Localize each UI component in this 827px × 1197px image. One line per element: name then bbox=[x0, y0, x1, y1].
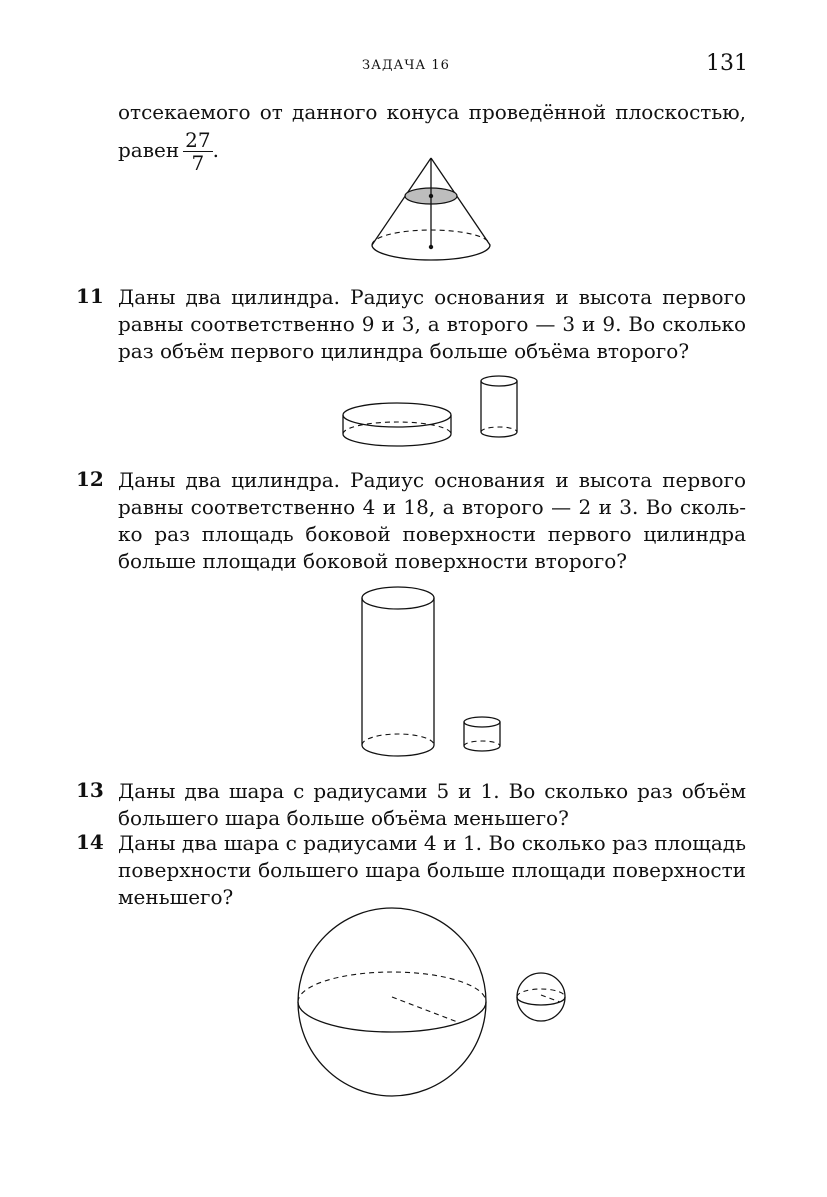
tall-cylinder-top bbox=[362, 587, 434, 609]
running-header-title: ЗАДАЧА 16 bbox=[362, 58, 450, 73]
small-sphere-equator-front bbox=[517, 997, 565, 1005]
intro-text bbox=[118, 99, 746, 126]
fraction-denominator: 7 bbox=[191, 151, 205, 175]
intro-line-2-suffix: . bbox=[212, 138, 219, 162]
large-sphere-outline bbox=[298, 908, 486, 1096]
problem-11-text bbox=[118, 284, 746, 365]
problem-13-line-2: большего шара больше объёма меньшего? bbox=[118, 806, 569, 830]
problem-12-line-2: равны соответственно 4 и 18, а второго — 2 и 3. Во сколь- bbox=[118, 495, 746, 519]
page-number: 131 bbox=[706, 51, 748, 76]
narrow-cylinder-bottom-back bbox=[481, 427, 517, 432]
problem-11-line-3: раз объём первого цилиндра больше объёма второго? bbox=[118, 339, 690, 363]
small-sphere-equator-back bbox=[517, 989, 565, 997]
problem-number-11: 11 bbox=[76, 284, 104, 308]
cylinders-figure-12 bbox=[358, 583, 508, 763]
fraction bbox=[183, 129, 212, 174]
intro-line-2 bbox=[118, 129, 219, 174]
tall-cylinder-bottom-front bbox=[362, 745, 434, 756]
cone-base-center bbox=[429, 245, 433, 249]
problem-13-text bbox=[118, 778, 746, 832]
wide-cylinder-top bbox=[343, 403, 451, 427]
problem-14-line-3: меньшего? bbox=[118, 885, 234, 909]
fraction-numerator: 27 bbox=[185, 128, 211, 152]
problem-14-line-1: Даны два шара с радиусами 4 и 1. Во сколько раз площадь bbox=[118, 831, 746, 855]
narrow-cylinder-bottom-front bbox=[481, 432, 517, 437]
intro-line-2-prefix: равен bbox=[118, 138, 180, 162]
problem-12-line-3: ко раз площадь боковой поверхности первого цилиндра bbox=[118, 522, 746, 546]
spheres-figure bbox=[294, 905, 574, 1105]
problem-13-line-1: Даны два шара с радиусами 5 и 1. Во сколько раз объём bbox=[118, 779, 746, 803]
small-sphere-radius bbox=[541, 995, 560, 1002]
problem-14-line-2: поверхности большего шара больше площади поверхности bbox=[118, 858, 746, 882]
intro-line-1: отсекаемого от данного конуса проведённой плоскостью, bbox=[118, 100, 746, 124]
problem-number-14: 14 bbox=[76, 830, 104, 854]
problem-12-line-1: Даны два цилиндра. Радиус основания и высота первого bbox=[118, 468, 746, 492]
problem-number-13: 13 bbox=[76, 778, 104, 802]
wide-cylinder-bottom-front bbox=[343, 434, 451, 446]
cylinders-figure-11 bbox=[340, 372, 530, 457]
small-cylinder-top bbox=[464, 717, 500, 727]
large-sphere-radius bbox=[392, 997, 460, 1023]
problem-12-text bbox=[118, 467, 746, 575]
narrow-cylinder-top bbox=[481, 376, 517, 386]
cone-figure bbox=[360, 150, 500, 265]
problem-14-text bbox=[118, 830, 746, 911]
problem-12-line-4: больше площади боковой поверхности второго? bbox=[118, 549, 627, 573]
small-cylinder-bottom-front bbox=[464, 746, 500, 751]
small-cylinder-bottom-back bbox=[464, 741, 500, 746]
cone-section-center bbox=[429, 194, 433, 198]
problem-11-line-1: Даны два цилиндра. Радиус основания и высота первого bbox=[118, 285, 746, 309]
tall-cylinder-bottom-back bbox=[362, 734, 434, 745]
problem-11-line-2: равны соответственно 9 и 3, а второго — 3 и 9. Во сколько bbox=[118, 312, 746, 336]
small-sphere-outline bbox=[517, 973, 565, 1021]
problem-number-12: 12 bbox=[76, 467, 104, 491]
large-sphere-equator-front bbox=[298, 1002, 486, 1032]
